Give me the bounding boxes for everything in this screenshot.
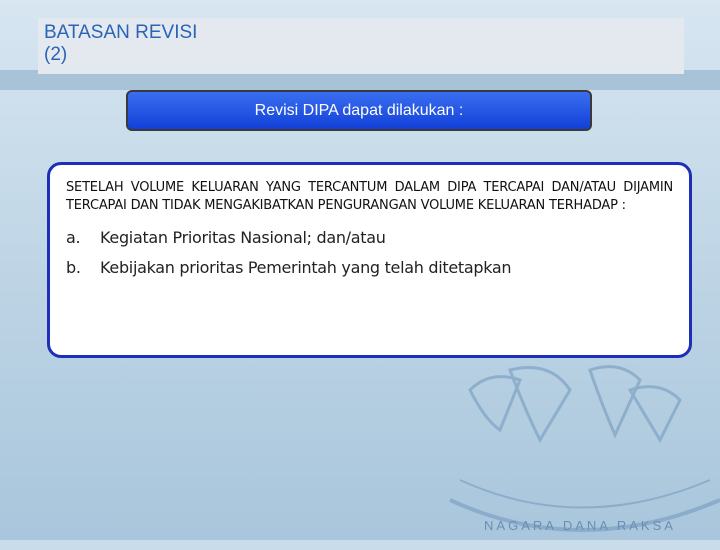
content-box [47, 162, 692, 358]
emblem-watermark-icon [430, 360, 720, 550]
list-item-text: Kegiatan Prioritas Nasional; dan/atau [100, 228, 386, 247]
emblem-text: NAGARA DANA RAKSA [484, 518, 676, 533]
slide-title [44, 22, 444, 66]
list-item [66, 253, 673, 283]
content-paragraph: SETELAH VOLUME KELUARAN YANG TERCANTUM DALAM DIPA TERCAPAI DAN/ATAU DIJAMIN TERCAPAI DAN TIDAK MENGAKIBATKAN PENGURANGAN VOLUME KELUARAN TERHADAP : [66, 180, 673, 213]
header-text: Revisi DIPA dapat dilakukan : [254, 101, 464, 119]
header-box [126, 90, 592, 131]
slide-title-line-2: (2) [44, 44, 68, 65]
list-marker: a. [66, 228, 81, 247]
list-item-text: Kebijakan prioritas Pemerintah yang telah ditetapkan [100, 258, 512, 277]
slide-title-line-1: BATASAN REVISI [44, 22, 198, 43]
list-marker: b. [66, 258, 81, 277]
content-list [66, 223, 673, 283]
list-item [66, 223, 673, 253]
